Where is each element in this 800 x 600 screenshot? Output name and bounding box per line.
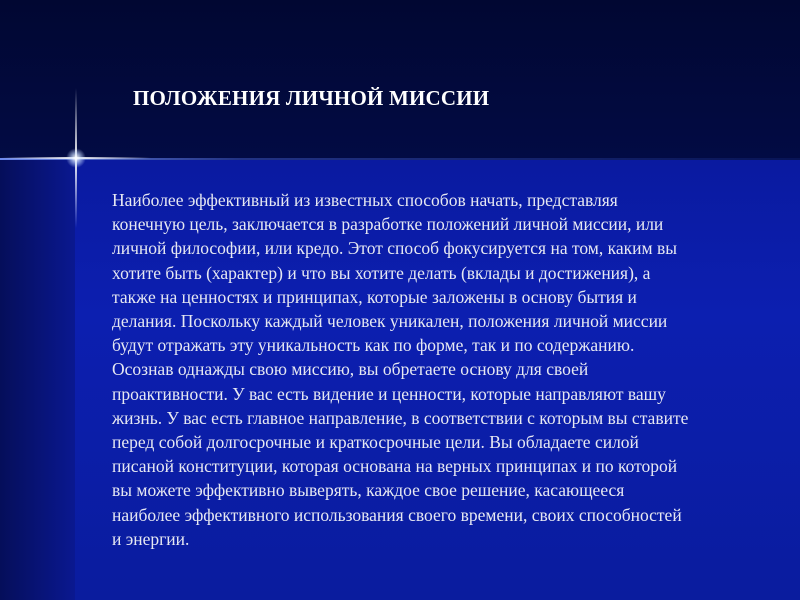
body-line: Осознав однажды свою миссию, вы обретаете основу для своей: [112, 359, 589, 380]
body-line: и энергии.: [112, 528, 190, 549]
body-line: проактивности. У вас есть видение и ценности, которые направляют вашу: [112, 383, 666, 404]
body-line: конечную цель, заключается в разработке положений личной миссии, или: [112, 214, 664, 235]
slide-body-text: [112, 188, 780, 551]
body-line: будут отражать эту уникальность как по форме, так и по содержанию.: [112, 335, 635, 356]
body-line: также на ценностях и принципах, которые заложены в основу бытия и: [112, 286, 637, 307]
body-line: писаной конституции, которая основана на верных принципах и по которой: [112, 456, 678, 477]
body-line: хотите быть (характер) и что вы хотите делать (вклады и достижения), а: [112, 262, 651, 283]
slide-title: ПОЛОЖЕНИЯ ЛИЧНОЙ МИССИИ: [133, 86, 490, 110]
body-line: Наиболее эффективный из известных способов начать, представляя: [112, 190, 618, 210]
body-line: жизнь. У вас есть главное направление, в соответствии с которым вы ставите: [112, 407, 689, 428]
slide-left-edge: [0, 160, 75, 600]
slide-header-band: [0, 0, 800, 160]
body-line: вы можете эффективно выверять, каждое свое решение, касающееся: [112, 480, 625, 501]
body-line: перед собой долгосрочные и краткосрочные цели. Вы обладаете силой: [112, 432, 639, 453]
body-line: наиболее эффективного использования своего времени, своих способностей: [112, 504, 682, 525]
body-line: личной философии, или кредо. Этот способ фокусируется на том, каким вы: [112, 238, 677, 259]
body-line: делания. Поскольку каждый человек уникален, положения личной миссии: [112, 311, 668, 332]
star-glow: [66, 148, 86, 168]
